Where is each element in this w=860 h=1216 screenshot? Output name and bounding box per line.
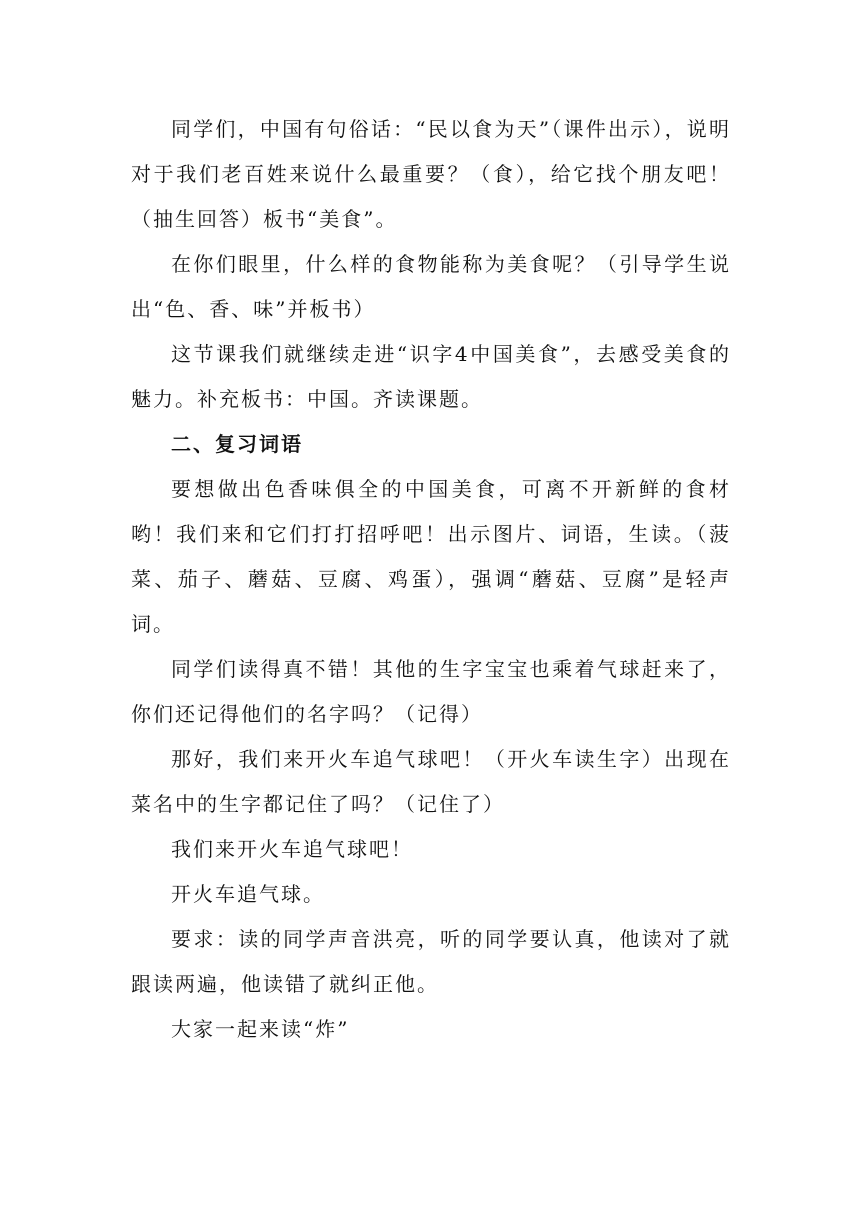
paragraph-lesson-topic: 这节课我们就继续走进“识字4中国美食”，去感受美食的魅力。补充板书：中国。齐读课题。 [131, 342, 731, 411]
paragraph-lets-play: 我们来开火车追气球吧！ [171, 837, 413, 861]
paragraph-what-is-delicacy: 在你们眼里，什么样的食物能称为美食呢？（引导学生说出“色、香、味”并板书） [131, 252, 731, 321]
paragraph-train-game: 那好，我们来开火车追气球吧！（开火车读生字）出现在菜名中的生字都记住了吗？（记住了） [131, 747, 731, 816]
paragraph-read-together: 大家一起来读“炸” [171, 1017, 350, 1041]
paragraph-requirements: 要求：读的同学声音洪亮，听的同学要认真，他读对了就跟读两遍，他读错了就纠正他。 [131, 927, 731, 996]
document-body [131, 107, 731, 1052]
paragraph-intro-proverb: 同学们，中国有句俗话：“民以食为天”（课件出示），说明对于我们老百姓来说什么最重要？（食），给它找个朋友吧！（抽生回答）板书“美食”。 [131, 117, 731, 231]
paragraph-play-train: 开火车追气球。 [171, 882, 325, 906]
paragraph-ingredients: 要想做出色香味俱全的中国美食，可离不开新鲜的食材哟！我们来和它们打打招呼吧！出示图片、词语，生读。（菠菜、茄子、蘑菇、豆腐、鸡蛋），强调“蘑菇、豆腐”是轻声词。 [131, 477, 731, 636]
section-heading-review-words: 二、复习词语 [171, 432, 303, 456]
paragraph-balloon-characters: 同学们读得真不错！其他的生字宝宝也乘着气球赶来了，你们还记得他们的名字吗？（记得） [131, 657, 731, 726]
